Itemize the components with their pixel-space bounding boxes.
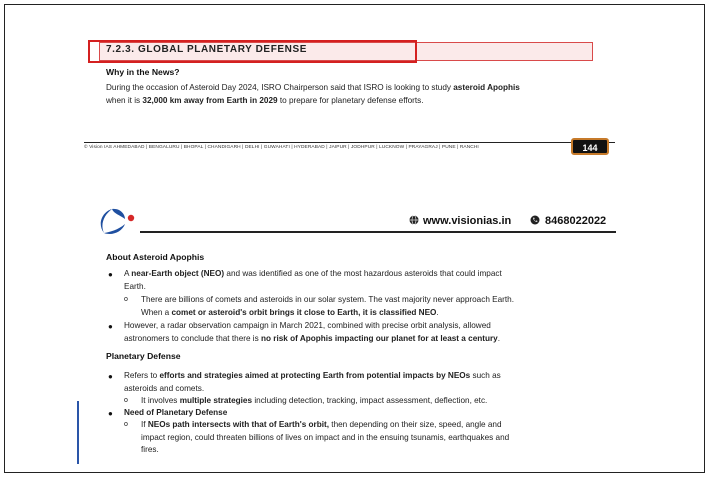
defense-bullet-1: Refers to efforts and strategies aimed at protecting Earth from potential impacts by NEOs such as asteroids and comets. <box>124 371 501 393</box>
why-in-news-heading: Why in the News? <box>106 67 180 77</box>
phone-icon <box>530 215 540 225</box>
header-divider <box>140 231 616 233</box>
footer-divider <box>84 142 615 143</box>
defense-sub-bullet-2: If NEOs path intersects with that of Earth's orbit, then depending on their size, speed, angle and impact region, could threaten billions of lives on impact and in the ensuing tsunamis, earthquakes and fires. <box>141 420 510 454</box>
news-line-1: During the occasion of Asteroid Day 2024, ISRO Chairperson said that ISRO is looking to study asteroid Apophis <box>106 83 520 92</box>
apophis-sub-bullet-1: There are billions of comets and asteroids in our solar system. The vast majority never approach Earth. When a comet or asteroid's orbit brings it close to Earth, it is classified NEO. <box>141 295 515 317</box>
sub-bullet-circle: o <box>124 421 128 428</box>
bullet-dot: ● <box>108 409 113 418</box>
footer-cities: © Vision IAS AHMEDABAD | BENGALURU | BHOPAL | CHANDIGARH | DELHI | GUWAHATI | HYDERABAD | JAIPUR | JODHPUR | LUCKNOW | PRAYAGRAJ | PUNE | RANCHI <box>84 145 479 150</box>
bullet-dot: ● <box>108 270 113 279</box>
vision-logo <box>98 206 140 236</box>
apophis-bullet-1: A near-Earth object (NEO) and was identified as one of the most hazardous asteroids that could impact Earth. <box>124 269 502 291</box>
defense-sub-bullet-1: It involves multiple strategies including detection, tracking, impact assessment, deflection, etc. <box>141 396 488 405</box>
news-paragraph <box>106 82 520 107</box>
website-link[interactable]: www.visionias.in <box>423 215 512 227</box>
bullet-dot: ● <box>108 322 113 331</box>
planetary-defense-heading: Planetary Defense <box>106 351 181 361</box>
page-number-badge: 144 <box>571 138 609 155</box>
phone-number: 8468022022 <box>545 215 607 227</box>
globe-icon <box>409 215 419 225</box>
defense-bullet-2: Need of Planetary Defense <box>124 408 228 417</box>
margin-marker <box>77 401 79 464</box>
apophis-bullet-2: However, a radar observation campaign in March 2021, combined with precise orbit analysis, allowed astronomers to conclude that there is no risk of Apophis impacting our planet for at least a century. <box>124 321 500 343</box>
sub-bullet-circle: o <box>124 397 128 404</box>
apophis-heading: About Asteroid Apophis <box>106 252 205 262</box>
sub-bullet-circle: o <box>124 296 128 303</box>
bullet-dot: ● <box>108 372 113 381</box>
news-line-2: when it is 32,000 km away from Earth in 2029 to prepare for planetary defense efforts. <box>106 95 424 105</box>
section-title: 7.2.3. GLOBAL PLANETARY DEFENSE <box>106 44 308 55</box>
